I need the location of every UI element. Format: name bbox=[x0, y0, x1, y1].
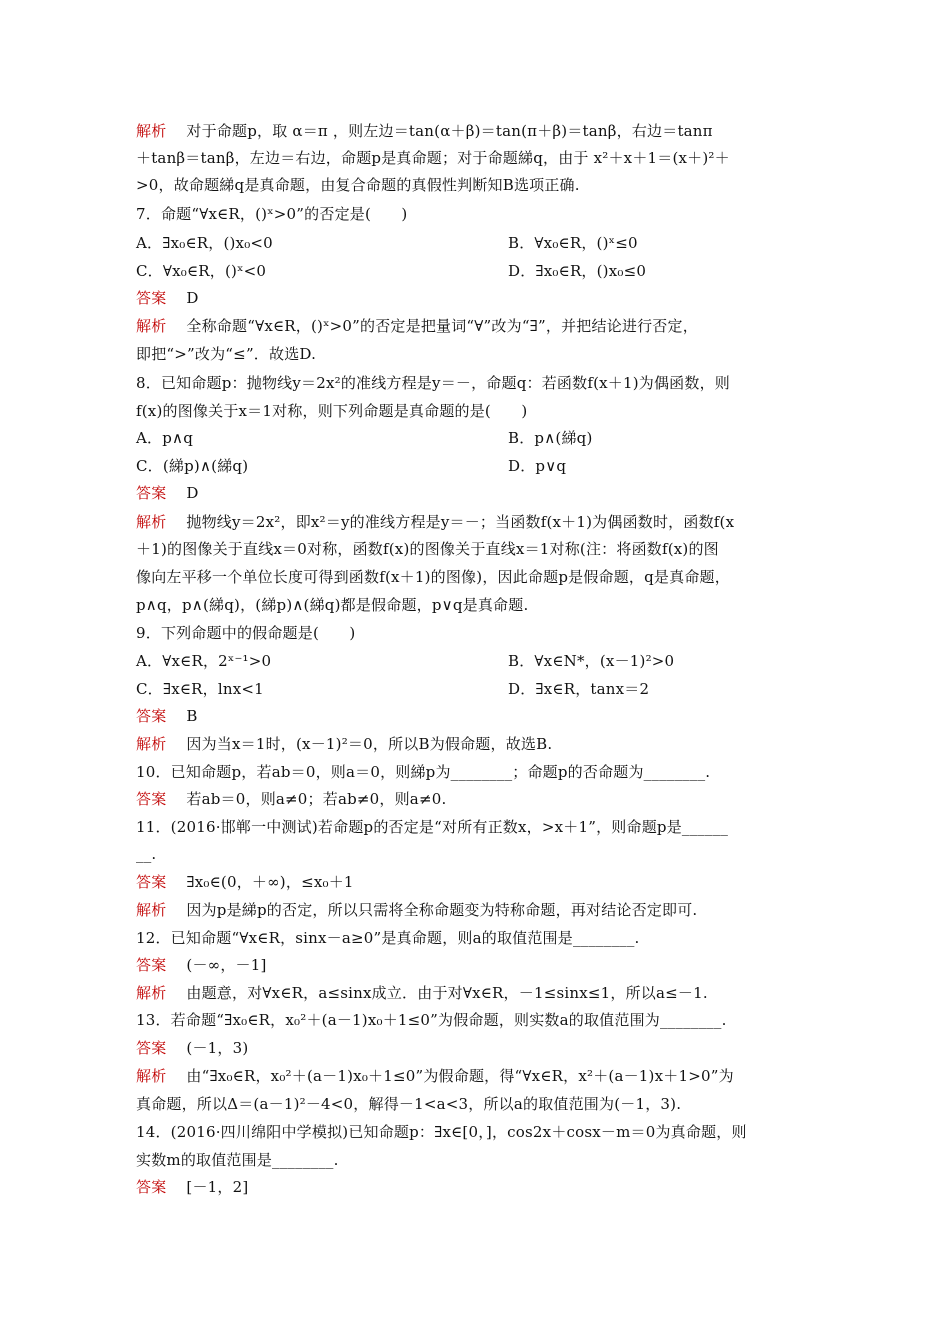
text-line bbox=[136, 286, 199, 310]
option-right: B．p∧(綈q) bbox=[508, 429, 593, 447]
text-line bbox=[136, 119, 713, 143]
text-line bbox=[136, 371, 730, 395]
text-line bbox=[136, 787, 446, 811]
line-text: B bbox=[186, 707, 198, 725]
text-line bbox=[136, 953, 267, 977]
text-line bbox=[136, 898, 697, 922]
text-line bbox=[136, 146, 730, 170]
answer-label: 答案 bbox=[136, 790, 167, 808]
line-text: 8．已知命题p：抛物线y＝2x²的准线方程是y＝－，命题q：若函数f(x＋1)为偶函数，则 bbox=[136, 374, 730, 392]
text-line bbox=[136, 842, 156, 866]
line-text: A．∀x∈R，2ˣ⁻¹>0 bbox=[136, 652, 272, 670]
text-line bbox=[136, 259, 266, 283]
answer-label: 答案 bbox=[136, 484, 167, 502]
option-right: B．∀x₀∈R，()ˣ≤0 bbox=[508, 234, 638, 252]
line-text: __. bbox=[136, 845, 157, 863]
line-text: ＋1)的图像关于直线x＝0对称，函数f(x)的图像关于直线x＝1对称(注：将函数f(x)的图 bbox=[136, 540, 719, 558]
text-line bbox=[136, 426, 193, 450]
line-text: f(x)的图像关于x＝1对称，则下列命题是真命题的是( ) bbox=[136, 402, 528, 420]
line-text: 对于命题p，取 α＝π ，则左边＝tan(α＋β)＝tan(π＋β)＝tanβ，右边＝tanπ bbox=[186, 122, 713, 140]
text-line bbox=[136, 760, 710, 784]
line-text: A．p∧q bbox=[136, 429, 194, 447]
analysis-label: 解析 bbox=[136, 901, 167, 919]
text-line bbox=[136, 1092, 681, 1116]
text-line bbox=[136, 593, 528, 617]
analysis-label: 解析 bbox=[136, 122, 167, 140]
text-line bbox=[136, 732, 552, 756]
text-line bbox=[136, 677, 264, 701]
analysis-label: 解析 bbox=[136, 1067, 167, 1085]
line-text: (－1，3) bbox=[186, 1039, 249, 1057]
line-text: 11．(2016·邯郸一中测试)若命题p的否定是“对所有正数x，>x＋1”，则命题p是______ bbox=[136, 818, 729, 836]
text-line bbox=[136, 1120, 747, 1144]
option-right: B．∀x∈N*，(x－1)²>0 bbox=[508, 652, 675, 670]
text-line bbox=[136, 565, 730, 589]
text-line bbox=[136, 815, 728, 839]
text-line bbox=[136, 510, 734, 534]
text-line bbox=[136, 314, 698, 338]
line-text: ＋tanβ＝tanβ，左边＝右边，命题p是真命题；对于命题綈q，由于 x²＋x＋1＝(x＋)²＋ bbox=[136, 149, 730, 167]
line-text: ∃x₀∈(0，＋∞)，≤x₀＋1 bbox=[186, 873, 354, 891]
answer-label: 答案 bbox=[136, 1039, 167, 1057]
text-line bbox=[136, 481, 199, 505]
line-text: C．(綈p)∧(綈q) bbox=[136, 457, 249, 475]
line-text: 9．下列命题中的假命题是( ) bbox=[136, 624, 356, 642]
text-line bbox=[136, 231, 273, 255]
text-line bbox=[136, 1036, 248, 1060]
text-line bbox=[136, 981, 708, 1005]
line-text: 像向左平移一个单位长度可得到函数f(x＋1)的图像)，因此命题p是假命题，q是真命题， bbox=[136, 568, 730, 586]
line-text: (－∞，－1] bbox=[186, 956, 267, 974]
line-text: 7．命题“∀x∈R，()ˣ>0”的否定是( ) bbox=[136, 205, 408, 223]
line-text: 由“∃x₀∈R，x₀²＋(a－1)x₀＋1≤0”为假命题，得“∀x∈R，x²＋(a－1)x＋1>0”为 bbox=[186, 1067, 734, 1085]
analysis-label: 解析 bbox=[136, 984, 167, 1002]
text-line bbox=[136, 1008, 727, 1032]
line-text: C．∀x₀∈R，()ˣ<0 bbox=[136, 262, 267, 280]
text-line bbox=[136, 454, 248, 478]
line-text: 因为当x＝1时，(x－1)²＝0，所以B为假命题，故选B. bbox=[186, 735, 553, 753]
text-line bbox=[136, 926, 640, 950]
line-text: 由题意，对∀x∈R，a≤sinx成立．由于对∀x∈R，－1≤sinx≤1，所以a≤－1. bbox=[186, 984, 708, 1002]
answer-label: 答案 bbox=[136, 289, 167, 307]
answer-label: 答案 bbox=[136, 873, 167, 891]
analysis-label: 解析 bbox=[136, 735, 167, 753]
text-line bbox=[136, 399, 527, 423]
line-text: 全称命题“∀x∈R，()ˣ>0”的否定是把量词“∀”改为“∃”，并把结论进行否定， bbox=[186, 317, 698, 335]
text-line bbox=[136, 537, 719, 561]
line-text: 实数m的取值范围是________. bbox=[136, 1151, 339, 1169]
analysis-label: 解析 bbox=[136, 317, 167, 335]
line-text: 即把“>”改为“≤”．故选D. bbox=[136, 345, 317, 363]
text-line bbox=[136, 1148, 339, 1172]
line-text: >0，故命题綈q是真命题，由复合命题的真假性判断知B选项正确. bbox=[136, 176, 580, 194]
line-text: D bbox=[186, 289, 199, 307]
answer-label: 答案 bbox=[136, 956, 167, 974]
answer-label: 答案 bbox=[136, 1178, 167, 1196]
line-text: 14．(2016·四川绵阳中学模拟)已知命题p：∃x∈[0，]，cos2x＋cosx－m＝0为真命题，则 bbox=[136, 1123, 747, 1141]
option-right: D．p∨q bbox=[508, 457, 567, 475]
line-text: A．∃x₀∈R，()x₀<0 bbox=[136, 234, 273, 252]
text-line bbox=[136, 342, 316, 366]
analysis-label: 解析 bbox=[136, 513, 167, 531]
option-right: D．∃x∈R，tanx＝2 bbox=[508, 680, 650, 698]
text-line bbox=[136, 1064, 734, 1088]
line-text: 10．已知命题p，若ab＝0，则a＝0，则綈p为________；命题p的否命题为________. bbox=[136, 763, 711, 781]
text-line bbox=[136, 173, 580, 197]
line-text: p∧q，p∧(綈q)，(綈p)∧(綈q)都是假命题，p∨q是真命题. bbox=[136, 596, 529, 614]
line-text: 抛物线y＝2x²，即x²＝y的准线方程是y＝－；当函数f(x＋1)为偶函数时，函数f(x bbox=[186, 513, 735, 531]
line-text: 因为p是綈p的否定，所以只需将全称命题变为特称命题，再对结论否定即可. bbox=[186, 901, 698, 919]
text-line bbox=[136, 202, 407, 226]
line-text: 12．已知命题“∀x∈R，sinx－a≥0”是真命题，则a的取值范围是________. bbox=[136, 929, 640, 947]
text-line bbox=[136, 870, 354, 894]
answer-label: 答案 bbox=[136, 707, 167, 725]
line-text: 真命题，所以Δ＝(a－1)²－4<0，解得－1<a<3，所以a的取值范围为(－1，3). bbox=[136, 1095, 682, 1113]
text-line bbox=[136, 1175, 248, 1199]
text-line bbox=[136, 621, 355, 645]
text-line bbox=[136, 649, 271, 673]
line-text: [－1，2] bbox=[186, 1178, 249, 1196]
text-line bbox=[136, 704, 198, 728]
line-text: 若ab＝0，则a≠0；若ab≠0，则a≠0. bbox=[186, 790, 447, 808]
line-text: 13．若命题“∃x₀∈R，x₀²＋(a－1)x₀＋1≤0”为假命题，则实数a的取值范围为________. bbox=[136, 1011, 727, 1029]
line-text: C．∃x∈R，lnx<1 bbox=[136, 680, 264, 698]
line-text: D bbox=[186, 484, 199, 502]
option-right: D．∃x₀∈R，()x₀≤0 bbox=[508, 262, 647, 280]
